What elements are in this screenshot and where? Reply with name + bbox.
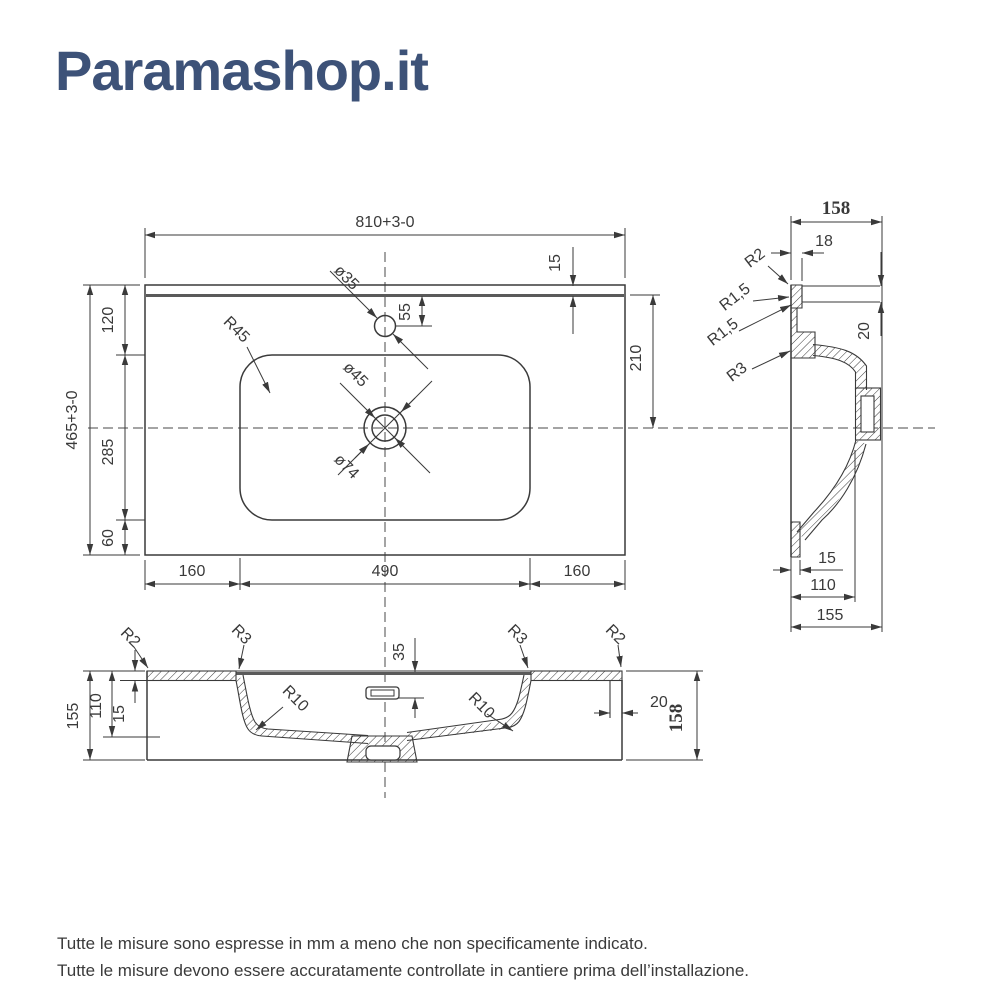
- footer-note-line1: Tutte le misure sono espresse in mm a meno che non specificamente indicato.: [57, 934, 648, 953]
- label-front-r2-right: R2: [601, 621, 629, 649]
- dim-margin-left: 160: [178, 563, 206, 580]
- dim-side-skirt: 15: [818, 550, 836, 567]
- dim-plan-width: 810+3-0: [355, 214, 415, 231]
- label-front-r2-left: R2: [116, 624, 144, 652]
- dim-faucet-depth: 55: [397, 303, 414, 321]
- label-side-r15a: R1,5: [716, 280, 754, 315]
- label-corner-radius: R45: [219, 313, 253, 347]
- dim-side-edge-thickness: 20: [856, 322, 873, 340]
- dim-margin-right: 160: [563, 563, 591, 580]
- label-front-r10-left: R10: [278, 682, 312, 716]
- side-view: [705, 198, 882, 632]
- label-drain-hole: ø45: [339, 359, 371, 391]
- dim-front-bowl-height: 110: [88, 693, 105, 719]
- dim-front-overflow-depth: 35: [391, 643, 408, 661]
- site-logo: Paramashop.it: [55, 39, 428, 102]
- dim-basin-depth: 285: [100, 438, 117, 466]
- footer-note-line2: Tutte le misure devono essere accuratamente controllate in cantiere prima dell’installazione.: [57, 961, 750, 980]
- label-front-r3-right: R3: [503, 621, 531, 649]
- plan-view: [64, 214, 660, 590]
- dim-basin-width: 490: [371, 563, 399, 580]
- dim-side-depth: 158: [821, 198, 851, 219]
- dim-side-inner-depth: 110: [810, 577, 836, 594]
- label-side-r2: R2: [741, 245, 769, 272]
- label-front-r3-left: R3: [227, 621, 255, 649]
- label-front-r10-right: R10: [464, 689, 498, 723]
- dim-drain-offset: 210: [628, 344, 645, 372]
- label-side-r3: R3: [723, 359, 751, 386]
- dim-front-rim-thickness: 15: [111, 705, 128, 723]
- dim-margin-bottom: 60: [100, 529, 117, 547]
- dim-plan-height: 465+3-0: [64, 390, 81, 450]
- dim-side-outer-depth: 155: [816, 607, 844, 624]
- label-drain-recess: ø74: [330, 451, 362, 483]
- dim-front-overall-height: 158: [666, 703, 687, 733]
- footer-notes: [57, 930, 749, 984]
- dim-margin-top: 120: [100, 306, 117, 334]
- dim-side-lip: 18: [815, 233, 833, 250]
- dim-front-total-height: 155: [65, 702, 82, 730]
- label-faucet-hole: ø35: [330, 262, 362, 294]
- front-section-view: [65, 622, 703, 762]
- label-side-r15b: R1,5: [704, 315, 742, 350]
- dim-backsplash-lip: 15: [547, 254, 564, 272]
- dim-front-edge-step: 20: [650, 694, 668, 711]
